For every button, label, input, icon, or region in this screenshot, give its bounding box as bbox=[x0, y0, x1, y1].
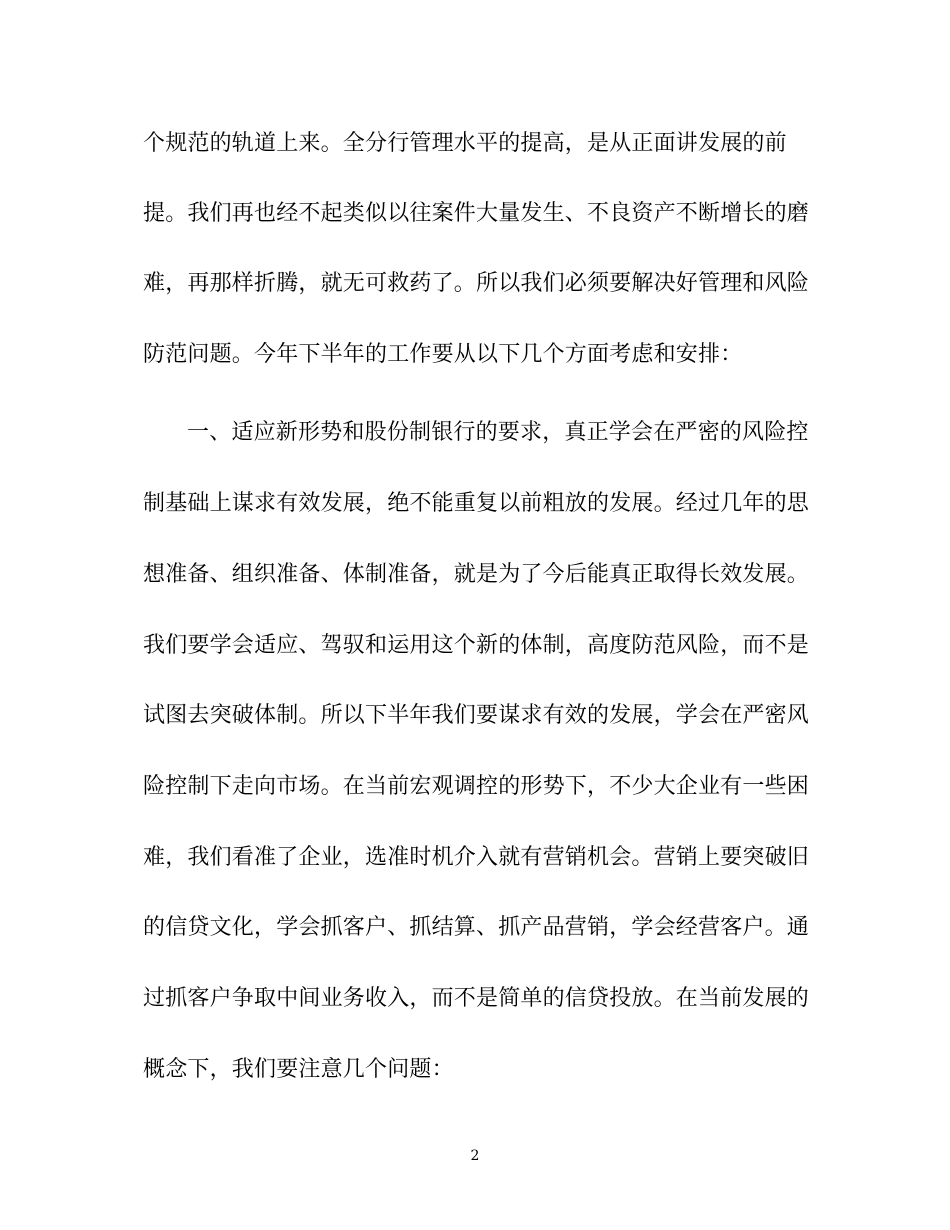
text-line: 想准备、组织准备、体制准备，就是为了今后能真正取得长效发展。 bbox=[143, 562, 810, 587]
text-line: 我们要学会适应、驾驭和运用这个新的体制，高度防范风险，而不是 bbox=[143, 633, 810, 658]
text-line: 难，再那样折腾，就无可救药了。所以我们必须要解决好管理和风险 bbox=[143, 271, 810, 296]
text-line: 试图去突破体制。所以下半年我们要谋求有效的发展，学会在严密风 bbox=[143, 703, 810, 728]
text-line: 概念下，我们要注意几个问题： bbox=[143, 1057, 454, 1082]
text-line: 难，我们看准了企业，选准时机介入就有营销机会。营销上要突破旧 bbox=[143, 845, 810, 870]
page-number: 2 bbox=[470, 1148, 480, 1164]
text-line: 制基础上谋求有效发展，绝不能重复以前粗放的发展。经过几年的思 bbox=[143, 491, 810, 516]
text-line: 的信贷文化，学会抓客户、抓结算、抓产品营销，学会经营客户。通 bbox=[143, 915, 810, 940]
text-line: 险控制下走向市场。在当前宏观调控的形势下，不少大企业有一些困 bbox=[143, 774, 810, 799]
paragraph-start-line: 一、适应新形势和股份制银行的要求，真正学会在严密的风险控 bbox=[187, 420, 809, 445]
text-line: 防范问题。今年下半年的工作要从以下几个方面考虑和安排： bbox=[143, 342, 743, 367]
text-line: 过抓客户争取中间业务收入，而不是简单的信贷投放。在当前发展的 bbox=[143, 986, 810, 1011]
text-line: 个规范的轨道上来。全分行管理水平的提高，是从正面讲发展的前 bbox=[143, 131, 787, 156]
text-line: 提。我们再也经不起类似以往案件大量发生、不良资产不断增长的磨 bbox=[143, 201, 810, 226]
